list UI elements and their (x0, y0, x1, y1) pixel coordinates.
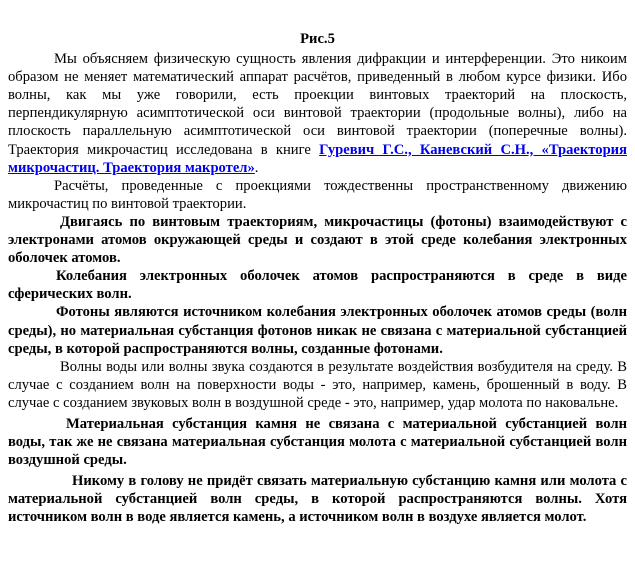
paragraph-stone-substance: Материальная субстанция камня не связана с материальной субстанцией волн воды, так же не связана материальная субстанция молота с материальной субстанцией волн воздушной среды. (8, 415, 627, 469)
paragraph-water-sound-waves: Волны воды или волны звука создаются в результате воздействия возбудителя на среду. В случае с созданием волн на поверхности воды - это, например, камень, брошенный в воду. В случае с созданием звуковых волн в воздушной среде - это, например, удар молота по наковальне. (8, 358, 627, 411)
paragraph-photon-source: Фотоны являются источником колебания электронных оболочек атомов среды (волн среды), но материальная субстанция фотонов никак не связана с материальной субстанцией среды, в которой распространяются волны, созданные фотонами. (8, 304, 627, 357)
book-reference-link[interactable]: Гуревич Г.С., Каневский С.Н., «Траектория микрочастиц. Траектория макротел» (8, 141, 627, 176)
paragraph-spherical-waves: Колебания электронных оболочек атомов распространяются в среде в виде сферических волн. (8, 268, 627, 303)
paragraph-calculations: Расчёты, проведенные с проекциями тождественны пространственному движению микрочастиц по винтовой траектории. (8, 177, 627, 212)
paragraph-diffraction-text: Мы объясняем физическую сущность явления дифракции и интерференции. Это никоим образом не меняет математический аппарат расчётов, приведенный в любом курсе физики. Ибо волны, как мы уже говорили, есть проекции винтовых траекторий на плоскость, перпендикулярную асимптотической оси винтовой траектории (продольные волны), либо на плоскость параллельную асимптотической оси винтовой траектории (поперечные волны). Траектория микрочастиц исследована в книге (8, 51, 627, 158)
figure-caption: Рис.5 (300, 31, 335, 47)
paragraph-diffraction (8, 50, 627, 177)
paragraph-helical-motion: Двигаясь по винтовым траекториям, микрочастицы (фотоны) взаимодействуют с электронами атомов окружающей среды и создают в этой среде колебания электронных оболочек атомов. (8, 213, 627, 267)
paragraph-diffraction-end: . (254, 159, 259, 176)
paragraph-nobody-connects: Никому в голову не придёт связать материальную субстанцию камня или молота с материальной субстанцией волн среды, в которой распространяются волны. Хотя источником волн в воде является камень, а источником волн в воздухе является молот. (8, 473, 627, 526)
